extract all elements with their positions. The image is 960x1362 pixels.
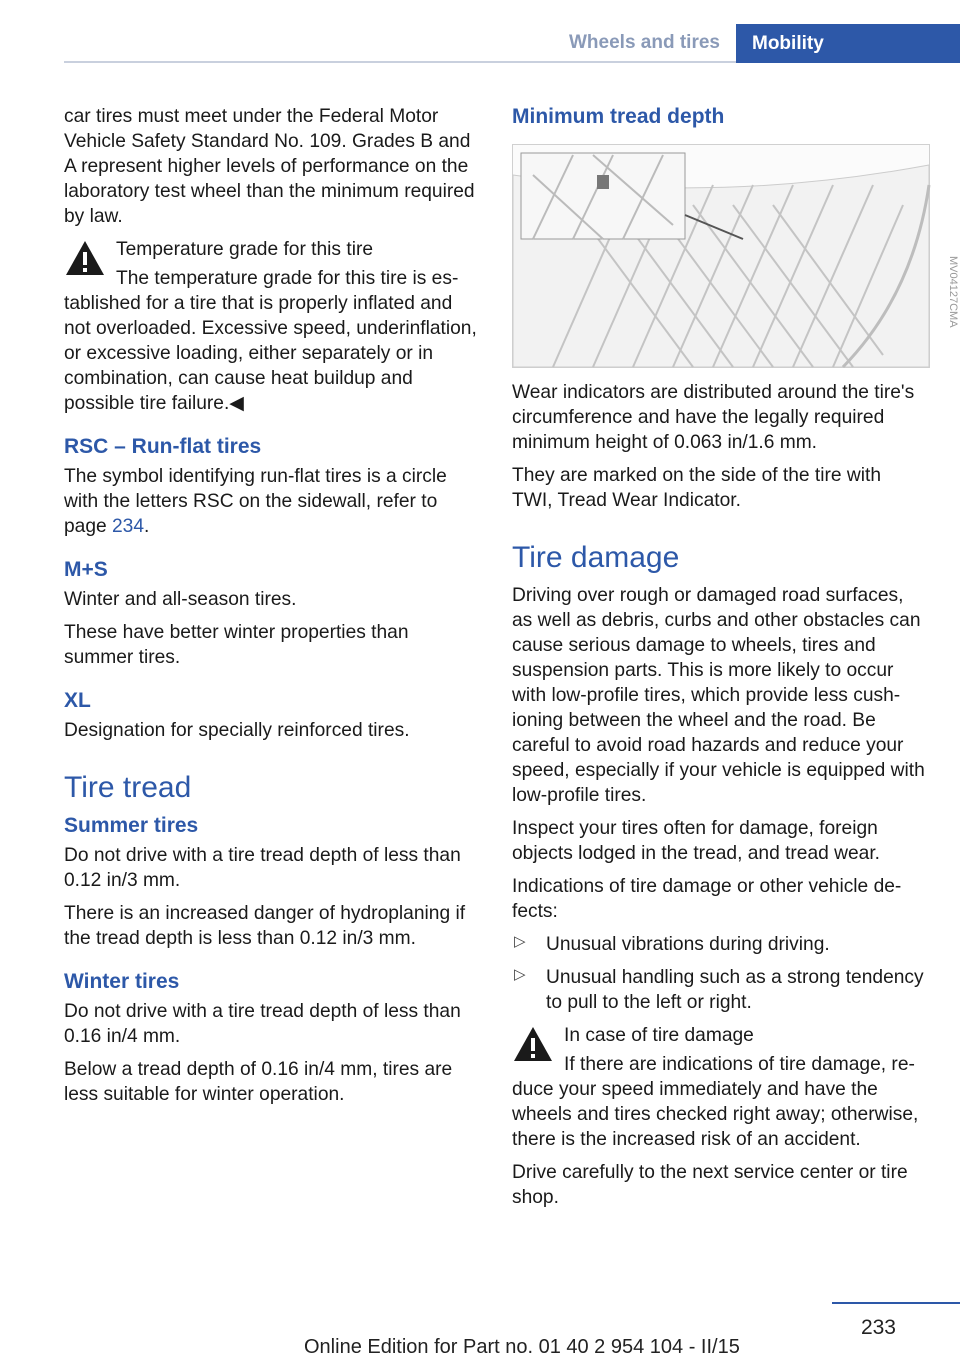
warning-text: The temperature grade for this tire is established for a tire that is properly inflated and not overloaded. Excessive speed, underinflation, or excessive loading, either separately or in combination, can cause heat buildup and possible tire failure.◀ [64, 268, 477, 414]
heading-tire-tread: Tire tread [64, 771, 192, 804]
heading-tire-damage: Tire damage [512, 541, 680, 574]
figure-code [936, 256, 959, 368]
min-paragraph-1: Wear indicators are distributed around the tire's circumference and have the legally required minimum height of 0.063 in/1.6 mm. [512, 382, 915, 453]
damage-paragraph-4: Drive carefully to the next service center or tire shop. [512, 1162, 908, 1208]
warning-temperature [64, 237, 478, 416]
header-chapter: Mobility [736, 24, 960, 63]
warning-tire-damage [512, 1023, 926, 1152]
heading-summer: Summer tires [64, 814, 199, 837]
xl-paragraph: Designation for specially reinforced tires. [64, 720, 410, 741]
heading-min-tread: Minimum tread depth [512, 105, 725, 128]
list-item: ▷ Unusual handling such as a strong tendency to pull to the left or right. [514, 966, 924, 1013]
damage-paragraph-1: Driving over rough or damaged road surfaces, as well as debris, curbs and other obstacles can cause serious damage to wheels, tires and suspension parts. This is more likely to occur with low-profile tires, which provide less cushioning between the wheel and the road. Be careful to avoid road hazards and reduce your speed, especially if your vehicle is equipped with low-profile tires. [512, 585, 925, 806]
intro-paragraph: car tires must meet under the Federal Motor Vehicle Safety Standard No. 109. Grades B and A represent higher levels of performance on the laboratory test wheel than the minimum required by law. [64, 106, 475, 227]
rsc-paragraph: The symbol identifying run-flat tires is a circle with the letters RSC on the sidewall, refer to page 234. [64, 466, 447, 537]
warning-title: Temperature grade for this tire [116, 239, 374, 260]
damage-paragraph-2: Inspect your tires often for damage, foreign objects lodged in the tread, and tread wear. [512, 818, 881, 864]
tire-tread-illustration [512, 144, 930, 368]
page-number: 233 [860, 1316, 896, 1339]
heading-xl: XL [64, 689, 91, 712]
heading-rsc: RSC – Run-flat tires [64, 435, 262, 458]
tire-illustration-image [513, 145, 929, 367]
warning-triangle-icon [64, 239, 106, 277]
warning-title: In case of tire damage [564, 1025, 754, 1046]
warning-triangle-icon [512, 1025, 554, 1063]
bullet-arrow-icon: ▷ [514, 966, 526, 983]
heading-ms: M+S [64, 558, 108, 581]
winter-paragraph-1: Do not drive with a tire tread depth of less than 0.16 in/4 mm. [64, 1001, 461, 1047]
min-paragraph-2: They are marked on the side of the tire with TWI, Tread Wear Indicator. [512, 465, 882, 511]
left-column [64, 104, 478, 1115]
svg-text:MV04127CMA: MV04127CMA [947, 256, 959, 328]
ms-paragraph-2: These have better winter properties than summer tires. [64, 622, 409, 668]
bullet-arrow-icon: ▷ [514, 933, 526, 950]
list-item: ▷ Unusual vibrations during driving. [514, 933, 830, 955]
right-column [512, 104, 926, 1218]
summer-paragraph-1: Do not drive with a tire tread depth of less than 0.12 in/3 mm. [64, 845, 461, 891]
winter-paragraph-2: Below a tread depth of 0.16 in/4 mm, tires are less suitable for winter operation. [64, 1059, 453, 1105]
heading-winter: Winter tires [64, 970, 180, 993]
ms-paragraph-1: Winter and all-season tires. [64, 589, 297, 610]
damage-paragraph-3: Indications of tire damage or other vehicle defects: [512, 876, 902, 922]
footer-rule [832, 1302, 960, 1304]
summer-paragraph-2: There is an increased danger of hydroplaning if the tread depth is less than 0.12 in/3 mm. [64, 903, 466, 949]
page-link[interactable]: 234 [112, 516, 145, 537]
warning-text: If there are indications of tire damage, reduce your speed immediately and have the wheels and tires checked right away; otherwise, there is the increased risk of an accident. [512, 1054, 919, 1150]
edition-note: Online Edition for Part no. 01 40 2 954 104 - II/15 [304, 1336, 740, 1358]
header-section: Wheels and tires [569, 32, 720, 53]
